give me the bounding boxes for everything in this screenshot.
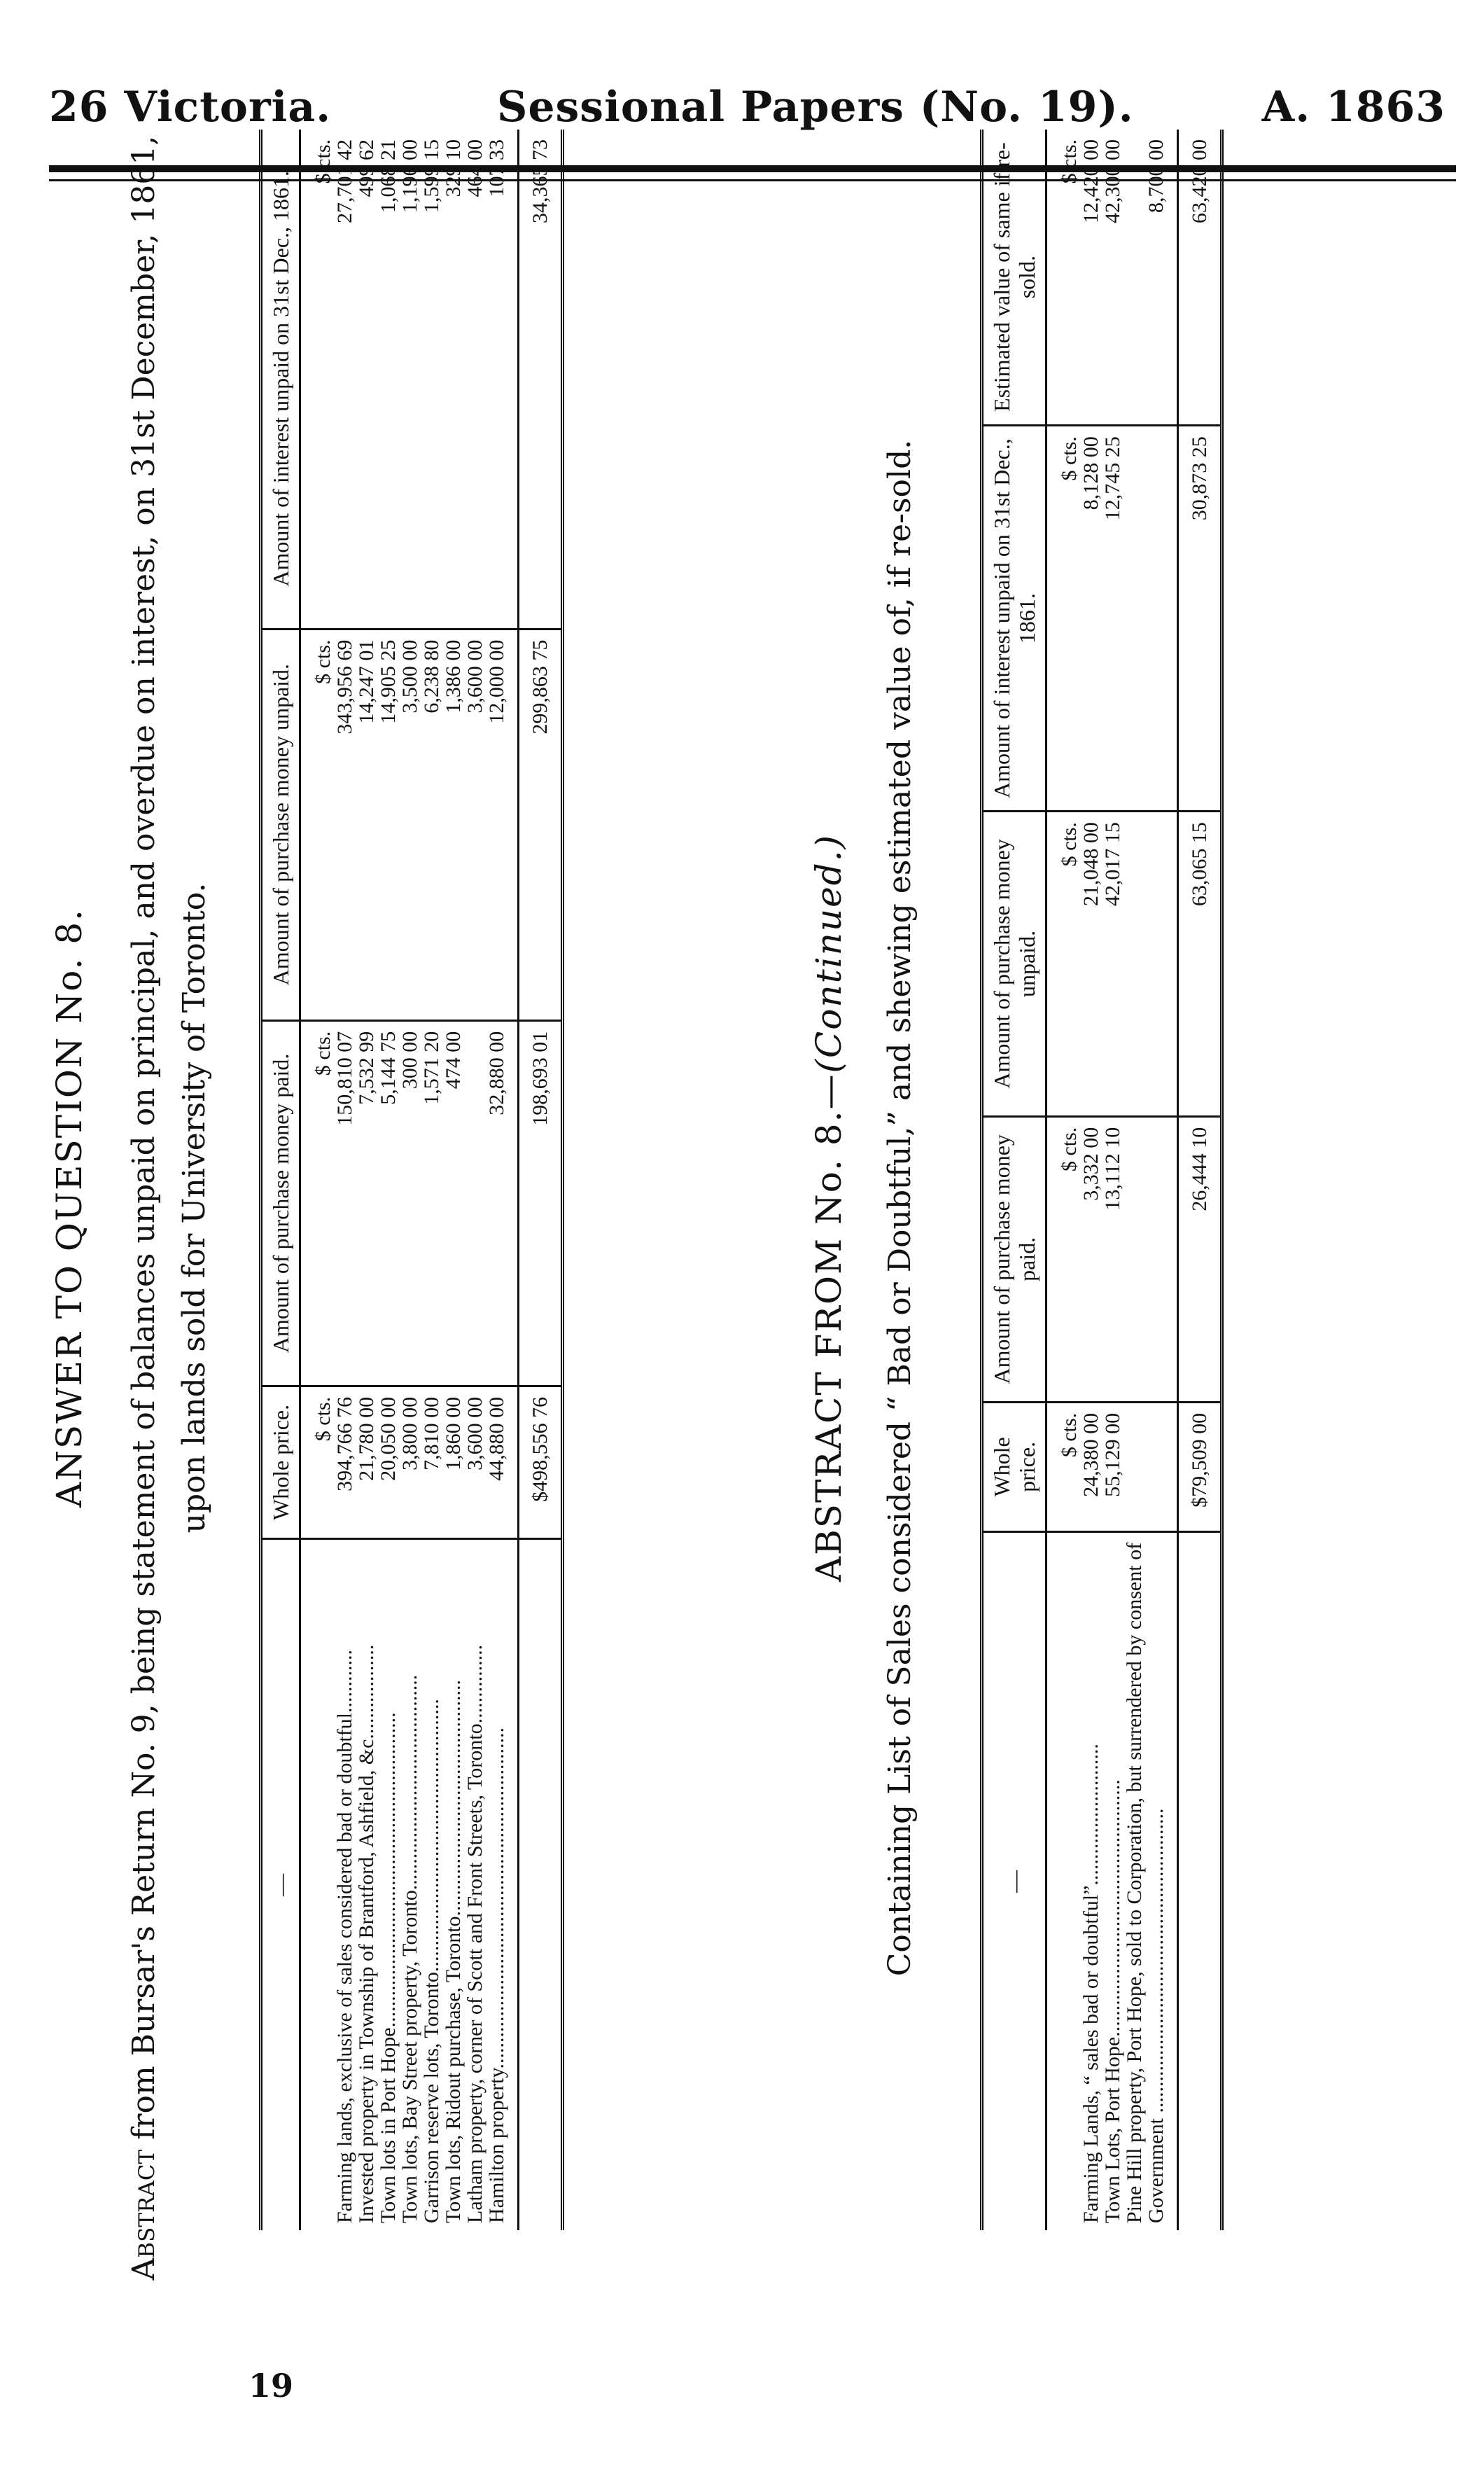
table-cell: 12,420 00 [1080,130,1102,426]
table-cell: 13,112 10 [1102,1116,1124,1402]
row-label: Town lots in Port Hope............................................................ [377,1712,400,2223]
column-header: Amount of purchase money unpaid. [261,629,300,1020]
table-cell: $ cts. [1046,812,1081,1117]
table-cell: 34,365 73 [519,130,563,629]
table-row [464,130,486,2230]
table-cell: 14,905 25 [377,629,399,1020]
table-cell: 63,065 15 [1178,812,1222,1117]
table-cell [1124,130,1145,426]
column-header: Whole price. [261,1386,300,1538]
row-label [1046,1531,1081,2230]
table-cell: 20,050 00 [377,1386,399,1538]
table-row [1102,130,1124,2230]
column-header: Estimated value of same if re-sold. [982,130,1046,426]
table-cell: $ cts. [300,629,335,1020]
column-header-description: — [268,1874,293,1897]
row-label: Government .......................................................... [1144,1808,1168,2223]
table-cell: 12,745 25 [1102,426,1124,812]
table-cell: 394,766 76 [334,1386,356,1538]
table-cell: 150,810 07 [334,1020,356,1386]
table-cell: 300 00 [399,1020,421,1386]
table-cell: 42,300 00 [1102,130,1124,426]
table-cell: 27,701 42 [334,130,356,629]
table-row [1145,130,1178,2230]
table-row [377,130,399,2230]
table-cell: 14,247 01 [356,629,377,1020]
table-cell [1145,426,1178,812]
table-cell: 3,500 00 [399,629,421,1020]
table-cell: 6,238 80 [421,629,442,1020]
column-header-description: — [1002,1870,1027,1893]
table-row [1124,130,1145,2230]
row-label: Pine Hill property, Port Hope, sold to Corporation, but surrendered by consent of [1123,1542,1146,2223]
table-cell [1124,812,1145,1117]
intro-line1: from Bursar's Return No. 9, being statement of balances unpaid on principal, and overdue on interest, on 31st December, 1861, [126,135,162,2140]
table-cell: $ cts. [1046,426,1081,812]
row-label: Garrison reserve lots, Toronto.................................................... [420,1699,443,2223]
table-cell: $79,509 00 [1178,1402,1222,1531]
table-cell: 7,532 99 [356,1020,377,1386]
row-label: Town Lots, Port Hope................................................. [1101,1779,1124,2223]
table-cell: 30,873 25 [1178,426,1222,812]
running-head-left: 26 Victoria. [49,83,332,132]
currency-row [300,130,335,2230]
rotated-content [49,105,1442,2311]
row-label: Hamilton property................................................................. [485,1727,508,2223]
table-cell: $ cts. [300,130,335,629]
table-cell: 42,017 15 [1102,812,1124,1117]
table-row [334,130,356,2230]
table-cell: 1,571 20 [421,1020,442,1386]
table-cell: 107 33 [486,130,519,629]
table-cell [464,1020,486,1386]
table-cell: 464 00 [464,130,486,629]
section-title-text: ABSTRACT FROM No. 8.— [808,1073,849,1583]
table-cell: $ cts. [1046,1402,1081,1531]
table-cell: 329 10 [442,130,464,629]
table-body [300,130,563,2230]
section-title [808,105,849,2311]
row-label: Latham property, corner of Scott and Front Streets, Toronto............... [463,1644,486,2223]
table-cell: 499 62 [356,130,377,629]
doubtful-sales-table [980,130,1224,2230]
table-cell: $498,556 76 [519,1386,563,1538]
intro-paragraph [119,105,220,2311]
table-cell: 3,600 00 [464,629,486,1020]
table-cell: $ cts. [300,1020,335,1386]
table-cell: 474 00 [442,1020,464,1386]
table-cell: 3,600 00 [464,1386,486,1538]
row-label [1178,1531,1222,2230]
row-label [300,1539,335,2230]
row-label: Farming Lands, “ sales bad or doubtful”........................... [1079,1744,1102,2223]
table-cell: $ cts. [300,1386,335,1538]
table-header-row [261,130,300,2230]
table-cell: 8,128 00 [1080,426,1102,812]
table-row [421,130,442,2230]
running-head-right: A. 1863 [1261,83,1446,132]
running-head-center: Sessional Papers (No. 19). [497,83,1134,132]
table-cell: 198,693 01 [519,1020,563,1386]
total-row [1178,130,1222,2230]
balances-table [259,130,564,2230]
table-cell: 26,444 10 [1178,1116,1222,1402]
table-cell: 3,332 00 [1080,1116,1102,1402]
table-cell: 12,000 00 [486,629,519,1020]
table-cell: $ cts. [1046,1116,1081,1402]
table-cell: 1,386 00 [442,629,464,1020]
table-cell [1145,1402,1178,1531]
table-cell [1145,812,1178,1117]
column-header: Amount of purchase money unpaid. [982,812,1046,1117]
table-cell: 1,196 00 [399,130,421,629]
table-cell: 8,700 00 [1145,130,1178,426]
table-cell [1145,1116,1178,1402]
intro-lead: Abstract [126,2149,162,2281]
table-cell: 55,129 00 [1102,1402,1124,1531]
column-header: Amount of interest unpaid on 31st Dec., 1861. [982,426,1046,812]
table-cell: 1,068 21 [377,130,399,629]
currency-row [1046,130,1081,2230]
table-cell: 32,880 00 [486,1020,519,1386]
table-row [442,130,464,2230]
table-cell: $ cts. [1046,130,1081,426]
table-cell: 7,810 00 [421,1386,442,1538]
column-header: Whole price. [982,1402,1046,1531]
table-row [399,130,421,2230]
table-cell: 1,860 00 [442,1386,464,1538]
table-cell: 5,144 75 [377,1020,399,1386]
table-body [1046,130,1222,2230]
table-cell [1124,1402,1145,1531]
table-cell [1124,1116,1145,1402]
table-cell: 24,380 00 [1080,1402,1102,1531]
table-row [486,130,519,2230]
row-label: Town lots, Bay Street property, Toronto......................................... [398,1674,421,2223]
column-header: Amount of purchase money paid. [261,1020,300,1386]
row-label: Invested property in Township of Brantford, Ashfield, &c.................. [355,1644,378,2223]
row-label [519,1539,563,2230]
column-header: Amount of purchase money paid. [982,1116,1046,1402]
page-title: ANSWER TO QUESTION No. 8. [49,908,90,1508]
table-cell: 21,780 00 [356,1386,377,1538]
table-cell: 63,420 00 [1178,130,1222,426]
section-title-continued: (Continued.) [808,833,849,1073]
column-header: Amount of interest unpaid on 31st Dec., 1861. [261,130,300,629]
table-row [1080,130,1102,2230]
table-cell: 299,863 75 [519,629,563,1020]
table-header-row [982,130,1046,2230]
table-cell: 343,956 69 [334,629,356,1020]
section-subtitle: Containing List of Sales considered “ Bad or Doubtful,” and shewing estimated value of, if re-sold. [882,439,918,1977]
table-cell: 44,880 00 [486,1386,519,1538]
page-number: 19 [248,2367,294,2405]
row-label: Town lots, Ridout purchase, Toronto............................................. [442,1679,465,2223]
table-cell [1124,426,1145,812]
intro-line2: upon lands sold for University of Toronto. [176,882,212,1533]
table-cell: 21,048 00 [1080,812,1102,1117]
table-cell: 1,599 15 [421,130,442,629]
row-label: Farming lands, exclusive of sales considered bad or doubtful............ [333,1650,356,2223]
total-row [519,130,563,2230]
table-cell: 3,800 00 [399,1386,421,1538]
table-row [356,130,377,2230]
